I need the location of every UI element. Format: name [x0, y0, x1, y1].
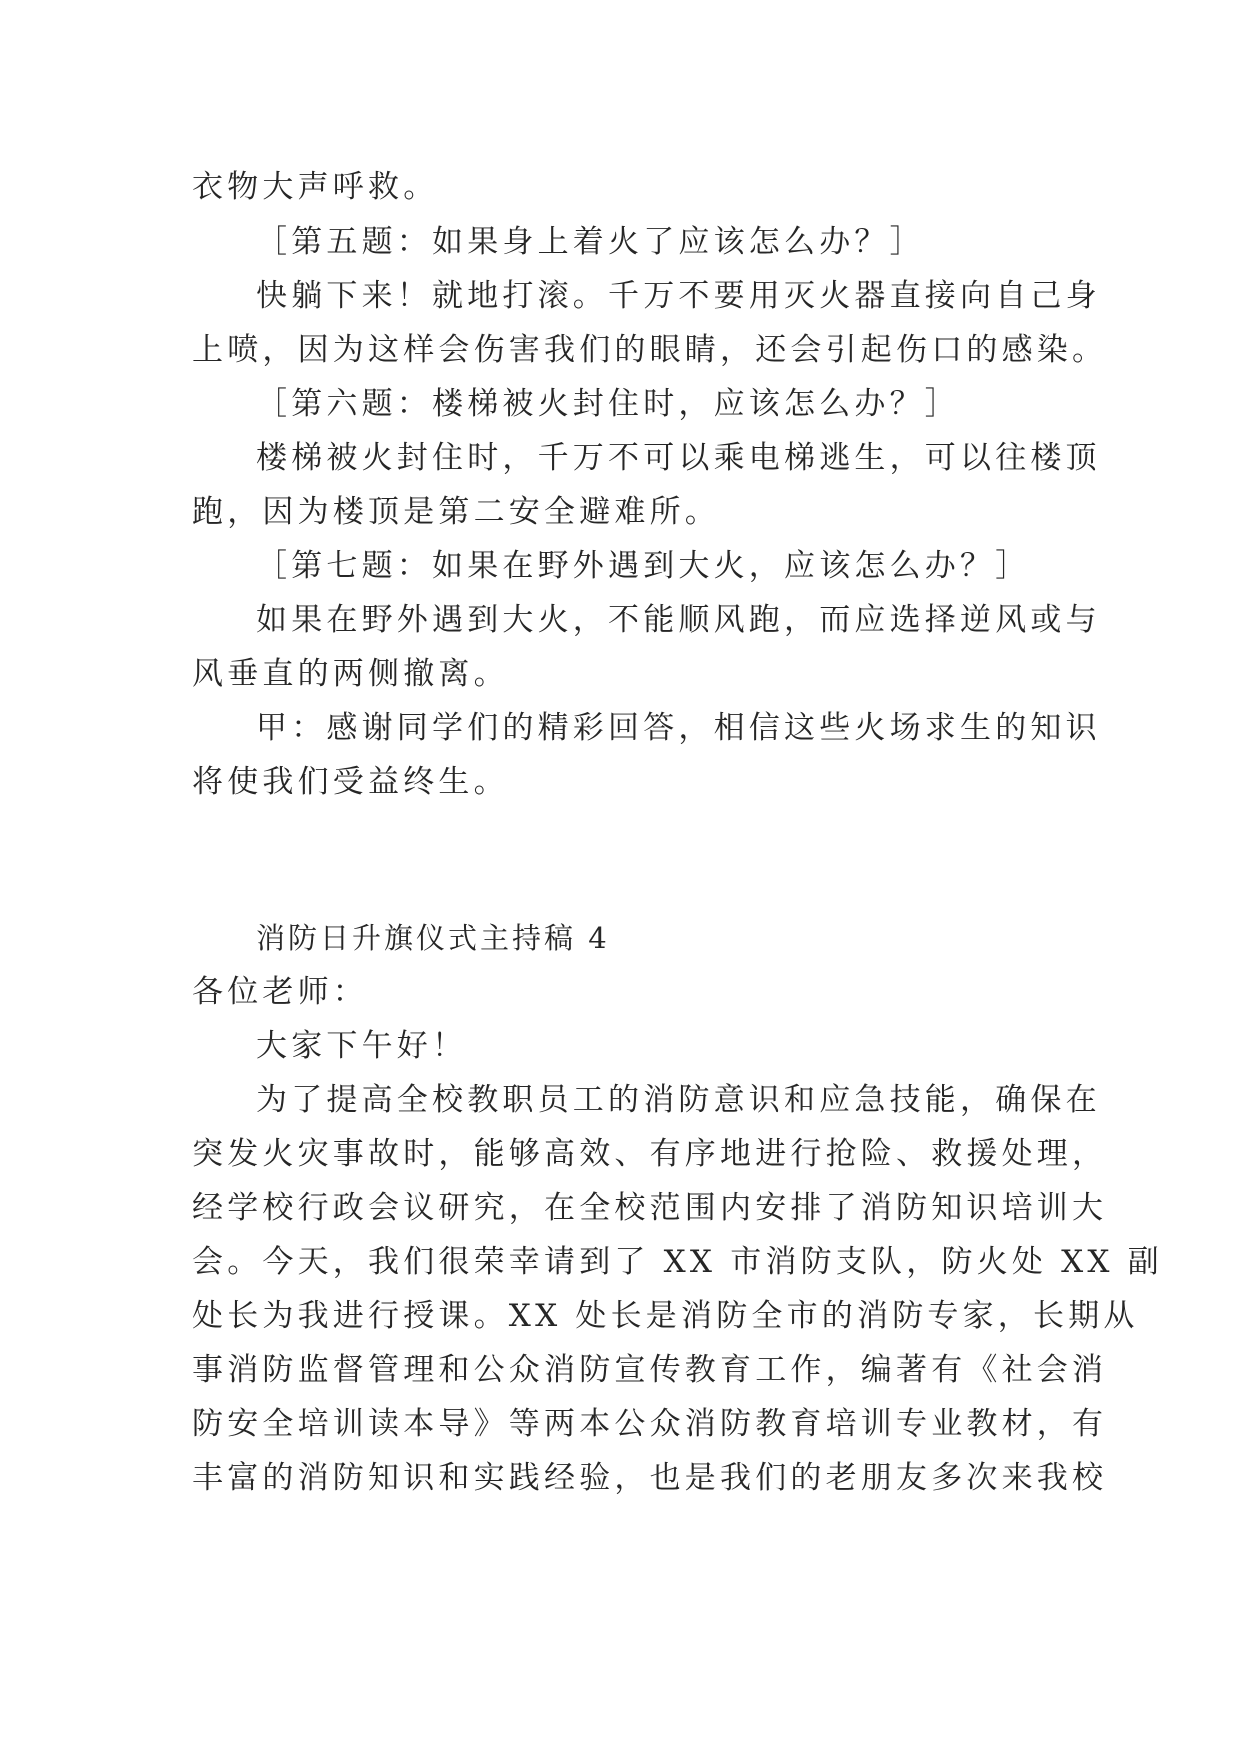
question-heading: ［第六题：楼梯被火封住时，应该怎么办？］ — [256, 386, 960, 422]
text-line: 会。今天，我们很荣幸请到了 XX 市消防支队，防火处 XX 副 — [192, 1244, 1163, 1280]
text-line: 为了提高全校教职员工的消防意识和应急技能，确保在 — [256, 1082, 1101, 1118]
text-line: 如果在野外遇到大火，不能顺风跑，而应选择逆风或与 — [256, 602, 1101, 638]
text-line: 快躺下来！就地打滚。千万不要用灭火器直接向自己身 — [256, 278, 1101, 314]
section-title: 消防日升旗仪式主持稿 4 — [256, 921, 610, 955]
salutation: 各位老师： — [192, 974, 368, 1010]
question-heading: ［第五题：如果身上着火了应该怎么办？］ — [256, 224, 925, 260]
text-line: 丰富的消防知识和实践经验，也是我们的老朋友多次来我校 — [192, 1460, 1108, 1496]
text-line: 处长为我进行授课。XX 处长是消防全市的消防专家，长期从 — [192, 1298, 1139, 1334]
text-line: 楼梯被火封住时，千万不可以乘电梯逃生，可以往楼顶 — [256, 440, 1101, 476]
text-line: 突发火灾事故时，能够高效、有序地进行抢险、救援处理， — [192, 1136, 1108, 1172]
text-line: 衣物大声呼救。 — [192, 169, 439, 205]
text-line: 甲：感谢同学们的精彩回答，相信这些火场求生的知识 — [256, 710, 1101, 746]
text-line: 将使我们受益终生。 — [192, 764, 509, 800]
text-line: 上喷，因为这样会伤害我们的眼睛，还会引起伤口的感染。 — [192, 332, 1108, 368]
text-line: 事消防监督管理和公众消防宣传教育工作，编著有《社会消 — [192, 1352, 1108, 1388]
greeting: 大家下午好！ — [256, 1028, 468, 1064]
text-line: 经学校行政会议研究，在全校范围内安排了消防知识培训大 — [192, 1190, 1108, 1226]
text-line: 防安全培训读本导》等两本公众消防教育培训专业教材，有 — [192, 1406, 1108, 1442]
text-line: 跑，因为楼顶是第二安全避难所。 — [192, 494, 720, 530]
text-line: 风垂直的两侧撤离。 — [192, 656, 509, 692]
question-heading: ［第七题：如果在野外遇到大火，应该怎么办？］ — [256, 548, 1031, 584]
